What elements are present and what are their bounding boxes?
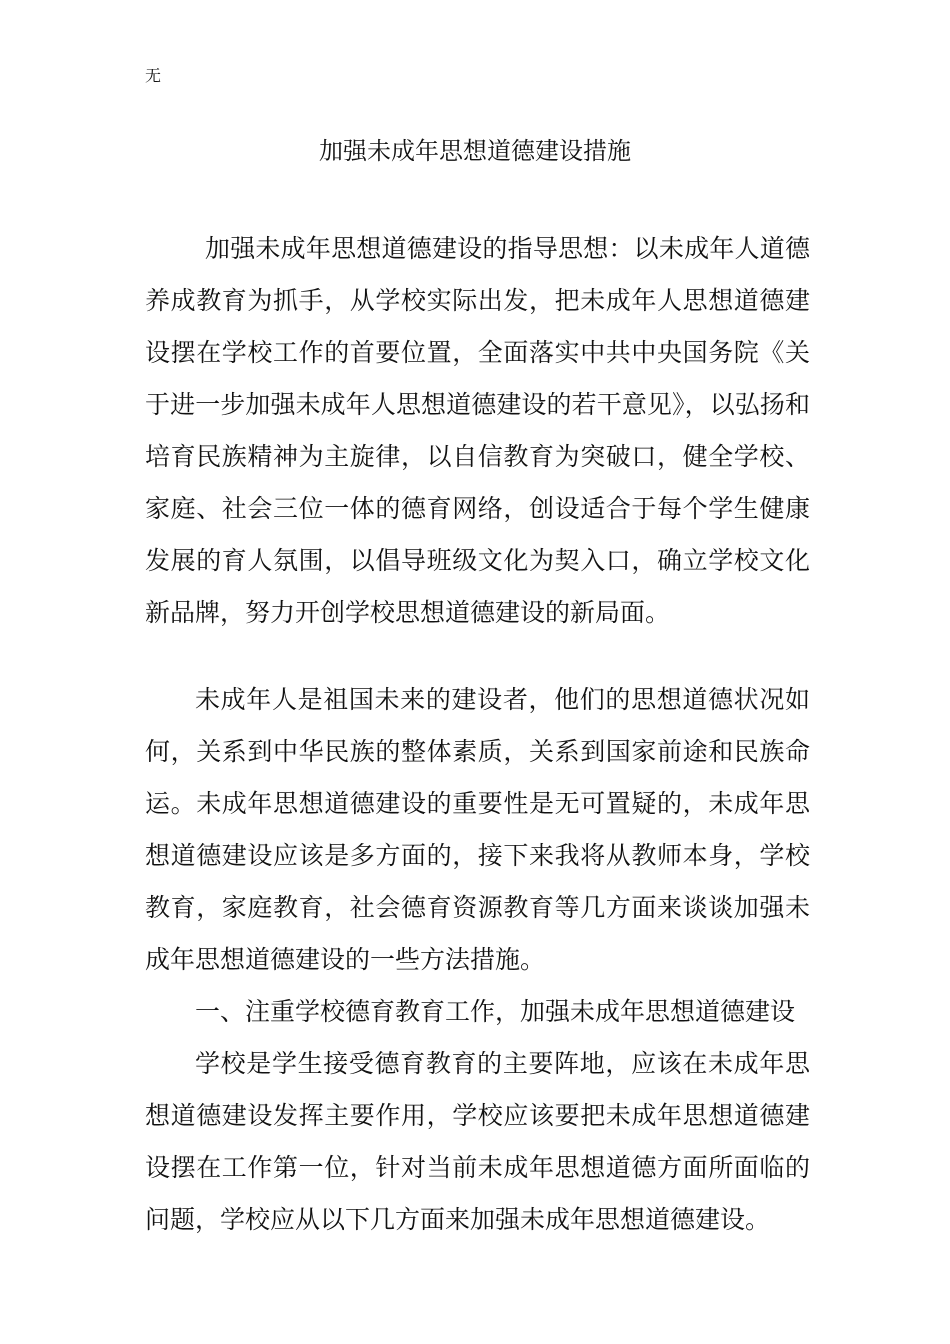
paragraph-importance: 未成年人是祖国未来的建设者，他们的思想道德状况如何，关系到中华民族的整体素质，关系到国家前途和民族命运。未成年思想道德建设的重要性是无可置疑的，未成年思想道德建设应该是多方面的，接下来我将从教师本身，学校教育，家庭教育，社会德育资源教育等几方面来谈谈加强未成年思想道德建设的一些方法措施。 bbox=[145, 685, 810, 974]
section-heading-one: 一、注重学校德育教育工作，加强未成年思想道德建设 bbox=[195, 997, 796, 1026]
paragraph-school-role: 学校是学生接受德育教育的主要阵地，应该在未成年思想道德建设发挥主要作用，学校应该要把未成年思想道德建设摆在工作第一位，针对当前未成年思想道德方面所面临的问题，学校应从以下几方面来加强未成年思想道德建设。 bbox=[145, 1049, 810, 1234]
header-mark: 无 bbox=[145, 66, 162, 85]
document-title: 加强未成年思想道德建设措施 bbox=[319, 137, 631, 165]
document-body bbox=[145, 223, 810, 1246]
paragraph-guiding-ideology: 加强未成年思想道德建设的指导思想：以未成年人道德养成教育为抓手，从学校实际出发，把未成年人思想道德建设摆在学校工作的首要位置，全面落实中共中央国务院《关于进一步加强未成年人思想道德建设的若干意见》，以弘扬和培育民族精神为主旋律，以自信教育为突破口，健全学校、家庭、社会三位一体的德育网络，创设适合于每个学生健康发展的育人氛围，以倡导班级文化为契入口，确立学校文化新品牌，努力开创学校思想道德建设的新局面。 bbox=[145, 234, 810, 627]
paragraph-gap bbox=[145, 639, 810, 674]
